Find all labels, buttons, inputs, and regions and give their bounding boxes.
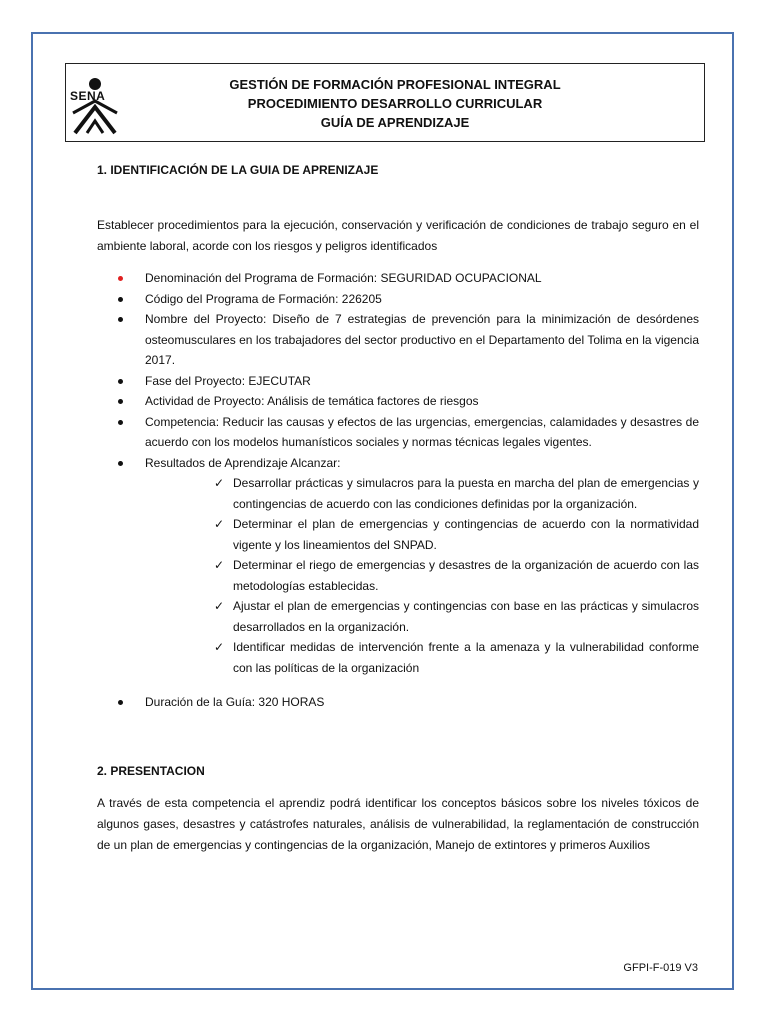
bullet-icon [118,461,123,466]
header-title-1: GESTIÓN DE FORMACIÓN PROFESIONAL INTEGRAL [229,77,561,92]
bullet-icon [118,379,123,384]
list-item: Duración de la Guía: 320 HORAS [97,692,699,713]
result-item: ✓ Identificar medidas de intervención frente a la amenaza y la vulnerabilidad conforme con las políticas de la organización [97,637,699,678]
bullet-icon [118,420,123,425]
results-list [97,473,699,678]
section1-intro: Establecer procedimientos para la ejecución, conservación y verificación de condiciones de trabajo seguro en el ambiente laboral, acorde con los riesgos y peligros identificados [97,218,699,253]
bullet-icon [118,317,123,322]
header-title-3: GUÍA DE APRENDIZAJE [320,115,470,130]
program-info-list [97,268,699,678]
list-item: Competencia: Reducir las causas y efectos de las urgencias, emergencias, calamidades y desastres de acuerdo con los modelos humanísticos sociales y normas técnicas legales vigentes. [97,412,699,453]
result-item: ✓ Determinar el riego de emergencias y desastres de la organización de acuerdo con las metodologías establecidas. [97,555,699,596]
list-item: Denominación del Programa de Formación: SEGURIDAD OCUPACIONAL [97,268,699,289]
bullet-icon [118,700,123,705]
bullet-icon [118,297,123,302]
result-item: ✓ Determinar el plan de emergencias y contingencias de acuerdo con la normatividad vigente y los lineamientos del SNPAD. [97,514,699,555]
section2-heading: 2. PRESENTACION [97,764,205,778]
section2-text: A través de esta competencia el aprendiz podrá identificar los conceptos básicos sobre los niveles tóxicos de algunos gases, desastres y catástrofes naturales, análisis de vulnerabilidad, la reglamentación de construcción de un plan de emergencias y contingencias de la organización, Manejo de extintores y primeros Auxilios [97,796,699,852]
sena-logo [67,75,127,137]
list-item: Resultados de Aprendizaje Alcanzar: [97,453,699,474]
list-item: Nombre del Proyecto: Diseño de 7 estrategias de prevención para la minimización de desórdenes osteomusculares en los trabajadores del sector productivo en el Departamento del Tolima en la vigencia 2017. [97,309,699,371]
check-icon: ✓ [214,476,225,490]
bullet-icon [118,276,123,281]
header-title-2: PROCEDIMIENTO DESARROLLO CURRICULAR [247,96,543,111]
bullet-icon [118,399,123,404]
header-titles [150,75,640,132]
results-list-wrapper [97,473,699,678]
list-item: Actividad de Proyecto: Análisis de temática factores de riesgos [97,391,699,412]
footer-code: GFPI-F-019 V3 [623,962,698,974]
check-icon: ✓ [214,517,225,531]
check-icon: ✓ [214,599,225,613]
logo-text: SENA [70,89,106,103]
list-item: Fase del Proyecto: EJECUTAR [97,371,699,392]
result-item: ✓ Desarrollar prácticas y simulacros para la puesta en marcha del plan de emergencias y contingencias de acuerdo con las condiciones definidas por la organización. [97,473,699,514]
duration-list [97,692,699,713]
check-icon: ✓ [214,640,225,654]
result-item: ✓ Ajustar el plan de emergencias y contingencias con base en las prácticas y simulacros desarrollados en la organización. [97,596,699,637]
list-item: Código del Programa de Formación: 226205 [97,289,699,310]
section1-heading: 1. IDENTIFICACIÓN DE LA GUIA DE APRENIZAJE [97,163,379,177]
check-icon: ✓ [214,558,225,572]
